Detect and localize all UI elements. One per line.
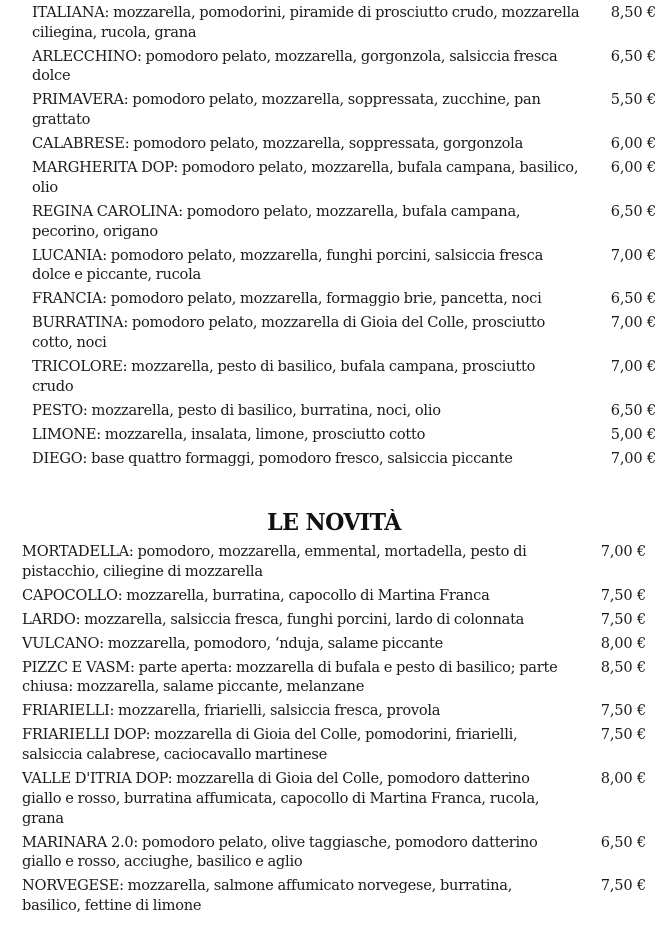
menu-item [32, 425, 656, 445]
menu-item-name: VALLE D'ITRIA DOP [22, 770, 168, 788]
menu-item-separator: : [123, 314, 132, 332]
menu-item-separator: : [109, 702, 119, 720]
menu-item-separator: : [117, 586, 127, 604]
menu-item-price: 6,50 € [610, 290, 656, 308]
menu-item-name: REGINA CAROLINA [32, 202, 179, 220]
menu-section-le-novita [22, 508, 646, 920]
menu-item-ingredients: pomodoro pelato, mozzarella, formaggio brie, pancetta, noci [110, 290, 542, 308]
menu-item-description [22, 586, 570, 606]
menu-item [22, 769, 646, 828]
menu-item-description [32, 401, 580, 421]
menu-item-price: 8,00 € [600, 770, 646, 788]
menu-item-description [32, 313, 580, 352]
menu-item-name: PESTO [32, 401, 83, 419]
menu-item-price: 7,50 € [600, 877, 646, 895]
menu-item [32, 158, 656, 197]
menu-item-price: 6,00 € [610, 135, 656, 153]
menu-item-separator: : [123, 91, 133, 109]
menu-item-description [32, 289, 580, 309]
menu-item-price: 6,50 € [610, 401, 656, 419]
menu-item [22, 725, 646, 764]
menu-item-description [32, 425, 580, 445]
menu-item-ingredients: mozzarella, insalata, limone, prosciutto cotto [104, 425, 426, 443]
menu-item-description [32, 47, 580, 86]
menu-item-separator: : [82, 449, 92, 467]
menu-item [22, 833, 646, 872]
menu-item-name: BURRATINA [32, 314, 124, 332]
menu-item-name: CAPOCOLLO [22, 586, 118, 604]
menu-item-description [32, 90, 580, 129]
menu-item-separator: : [75, 610, 85, 628]
menu-item-description [32, 158, 580, 197]
menu-item-ingredients: mozzarella, pesto di basilico, bufala campana, prosciutto crudo [32, 357, 536, 395]
menu-item-separator: : [130, 658, 139, 676]
menu-item-price: 7,50 € [600, 586, 646, 604]
menu-item-price: 5,00 € [610, 425, 656, 443]
menu-item-description [32, 449, 580, 469]
menu-item [32, 289, 656, 309]
menu-item-price: 6,00 € [610, 159, 656, 177]
menu-item-name: VULCANO [22, 634, 100, 652]
menu-item-name: MORTADELLA [22, 543, 129, 560]
menu-item-name: NORVEGESE [22, 877, 120, 895]
menu-item-ingredients: mozzarella di Gioia del Colle, pomodorini, friarielli, salsiccia calabrese, caciocavallo martinese [22, 726, 518, 764]
menu-item-name: LIMONE [32, 425, 97, 443]
menu-item-price: 7,00 € [610, 246, 656, 264]
menu-item [32, 246, 656, 285]
menu-item-name: CALABRESE [32, 135, 125, 153]
menu-item-separator: : [119, 877, 128, 895]
menu-item-ingredients: pomodoro pelato, mozzarella, soppressata, zucchine, pan grattato [32, 91, 541, 129]
menu-item-separator: : [173, 159, 182, 177]
menu-item-description [32, 202, 580, 241]
menu-item [32, 3, 656, 42]
menu-item-description [22, 634, 570, 654]
menu-item-price: 6,50 € [610, 202, 656, 220]
menu-item-price: 7,00 € [610, 314, 656, 332]
menu-item-ingredients: pomodoro pelato, mozzarella, bufala campana, pecorino, origano [32, 202, 521, 240]
menu-item-separator: : [128, 543, 138, 560]
menu-item-ingredients: pomodoro pelato, olive taggiasche, pomodoro datterino giallo e rosso, acciughe, basilico e aglio [22, 833, 538, 871]
menu-item-name: TRICOLORE [32, 357, 123, 375]
menu-item [22, 701, 646, 721]
menu-item-description [22, 876, 570, 915]
menu-item-price: 7,00 € [610, 357, 656, 375]
menu-item [32, 202, 656, 241]
menu-item-separator: : [99, 634, 108, 652]
menu-item-name: FRIARIELLI [22, 702, 110, 720]
menu-item-description [22, 658, 570, 697]
menu-item-price: 6,50 € [610, 47, 656, 65]
menu-item-price: 8,00 € [600, 634, 646, 652]
menu-item-ingredients: pomodoro pelato, mozzarella, bufala campana, basilico, olio [32, 159, 579, 196]
menu-item-separator: : [102, 246, 111, 264]
menu-item [32, 449, 656, 469]
menu-item-ingredients: parte aperta: mozzarella di bufala e pesto di basilico; parte chiusa: mozzarella, salame piccante, melanzane [22, 658, 558, 696]
menu-item-price: 6,50 € [600, 833, 646, 851]
section-heading-le-novita: LE NOVITÀ [267, 509, 401, 536]
menu-item-separator: : [104, 4, 114, 21]
menu-item-separator: : [122, 357, 132, 375]
menu-item-price: 8,50 € [600, 658, 646, 676]
menu-item-ingredients: mozzarella, friarielli, salsiccia fresca, provola [118, 702, 441, 720]
menu-item [22, 610, 646, 630]
menu-item-ingredients: mozzarella, pesto di basilico, burratina, noci, olio [91, 401, 441, 419]
menu-item-separator: : [82, 401, 92, 419]
menu-item-price: 7,00 € [600, 543, 646, 560]
menu-item-separator: : [136, 47, 146, 65]
menu-item-price: 7,00 € [610, 449, 656, 467]
menu-item-name: FRANCIA [32, 290, 103, 308]
menu-item-separator: : [133, 833, 142, 851]
menu-item [22, 586, 646, 606]
menu-item-price: 7,50 € [600, 610, 646, 628]
menu-item [22, 634, 646, 654]
menu-item-description [22, 542, 570, 581]
menu-item [32, 401, 656, 421]
menu-item-description [32, 134, 580, 154]
menu-item-price: 7,50 € [600, 726, 646, 744]
menu-item-ingredients: pomodoro pelato, mozzarella di Gioia del Colle, prosciutto cotto, noci [32, 314, 546, 351]
menu-item-name: PRIMAVERA [32, 91, 124, 109]
menu-item-ingredients: pomodoro pelato, mozzarella, funghi porcini, salsiccia fresca dolce e piccante, rucola [32, 246, 544, 284]
menu-item-ingredients: pomodoro, mozzarella, emmental, mortadella, pesto di pistacchio, ciliegine di mozzarella [22, 543, 527, 580]
menu-item-ingredients: mozzarella, burratina, capocollo di Martina Franca [126, 586, 490, 604]
menu-item-description [22, 725, 570, 764]
menu-item [32, 47, 656, 86]
menu-item-name: MARINARA 2.0 [22, 833, 134, 851]
menu-item [22, 876, 646, 915]
menu-item-name: LUCANIA [32, 246, 103, 264]
menu-item-separator: : [102, 290, 111, 308]
menu-item-ingredients: mozzarella, salsiccia fresca, funghi porcini, lardo di colonnata [84, 610, 525, 628]
menu-item-separator: : [124, 135, 134, 153]
menu-item-ingredients: pomodoro pelato, mozzarella, gorgonzola, salsiccia fresca dolce [32, 47, 558, 85]
menu-item-ingredients: mozzarella di Gioia del Colle, pomodoro datterino giallo e rosso, burratina affumicata, capocollo di Martina Franca, rucola, grana [22, 770, 540, 827]
menu-item-ingredients: mozzarella, pomodorini, piramide di prosciutto crudo, mozzarella ciliegina, rucola, grana [32, 4, 580, 41]
menu-item-ingredients: mozzarella, pomodoro, ‘nduja, salame piccante [107, 634, 443, 652]
menu-item [22, 658, 646, 697]
menu-item-description [22, 610, 570, 630]
menu-item [32, 134, 656, 154]
menu-item-separator: : [145, 726, 155, 744]
menu-item-separator: : [178, 202, 187, 220]
menu-item-description [32, 246, 580, 285]
menu-item-name: DIEGO [32, 449, 83, 467]
menu-item-separator: : [167, 770, 177, 788]
menu-item-name: ITALIANA [32, 4, 105, 21]
menu-item-description [32, 357, 580, 396]
menu-item-ingredients: base quattro formaggi, pomodoro fresco, salsiccia piccante [91, 449, 513, 467]
menu-item [32, 357, 656, 396]
menu-item-name: LARDO [22, 610, 76, 628]
menu-item-separator: : [96, 425, 105, 443]
menu-item-price: 8,50 € [610, 4, 656, 21]
menu-item-ingredients: mozzarella, salmone affumicato norvegese, burratina, basilico, fettine di limone [22, 877, 513, 914]
menu-item-price: 7,50 € [600, 702, 646, 720]
menu-item [32, 90, 656, 129]
menu-item-ingredients: pomodoro pelato, mozzarella, soppressata, gorgonzola [133, 135, 524, 153]
menu-item-name: PIZZC E VASM [22, 658, 130, 676]
menu-item-description [22, 769, 570, 828]
menu-item [32, 313, 656, 352]
menu-item-name: MARGHERITA DOP [32, 159, 174, 177]
menu-item-name: ARLECCHINO [32, 47, 137, 65]
menu-item-name: FRIARIELLI DOP [22, 726, 146, 744]
menu-item-price: 5,50 € [610, 91, 656, 109]
menu-item-description [22, 701, 570, 721]
menu-section-pizze [32, 3, 656, 473]
menu-item-description [32, 3, 580, 42]
menu-item [22, 542, 646, 581]
menu-item-description [22, 833, 570, 872]
